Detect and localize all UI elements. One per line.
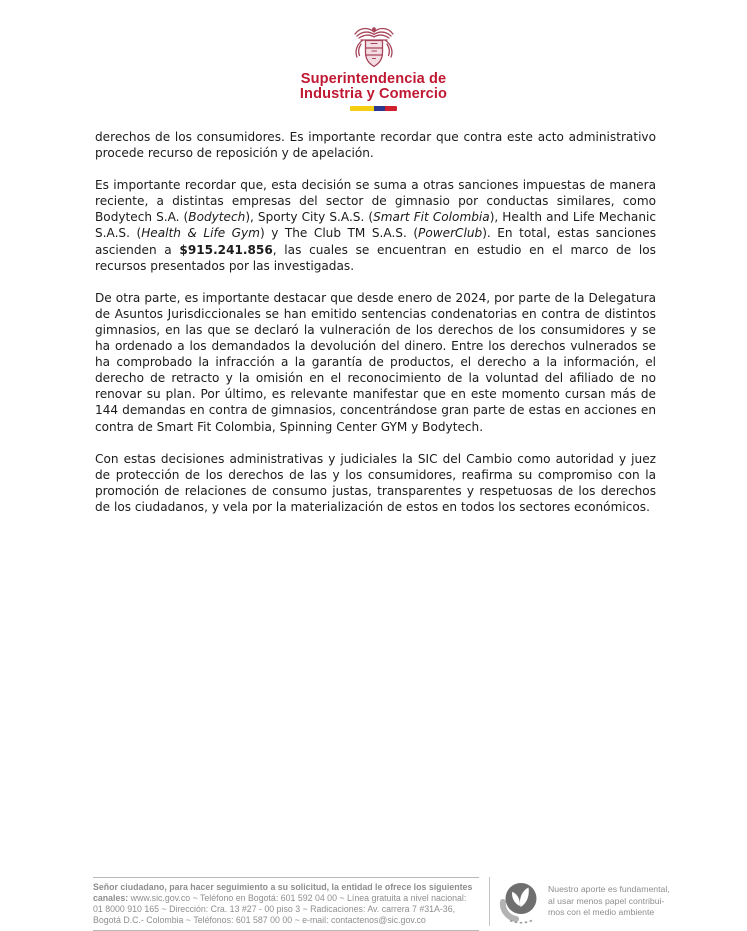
leaf-icon bbox=[499, 878, 541, 925]
flag-red-segment bbox=[385, 106, 397, 111]
flag-yellow-segment bbox=[350, 106, 374, 111]
colombia-flag-bar bbox=[350, 106, 397, 111]
footer-divider bbox=[489, 877, 490, 926]
footer-contact-line: 01 8000 910 165 ~ Dirección: Cra. 13 #27 - 00 piso 3 ~ Radicaciones: Av. carrera 7 #31A-36, bbox=[93, 903, 456, 914]
footer-eco-block bbox=[499, 878, 670, 925]
eco-message bbox=[548, 884, 670, 919]
footer-contact-line: Bogotá D.C.- Colombia ~ Teléfonos: 601 587 00 00 ~ e-mail: contactenos@sic.gov.co bbox=[93, 914, 426, 925]
body-paragraph: derechos de los consumidores. Es importante recordar que contra este acto administrativo procede recurso de reposición y de apelación. bbox=[95, 130, 656, 161]
eco-message-line: mos con el medio ambiente bbox=[548, 907, 655, 918]
body-paragraph: De otra parte, es importante destacar que desde enero de 2024, por parte de la Delegatura de Asuntos Jurisdiccionales se han emitido sentencias condenatorias en contra de distintos gimnasios, en las que se declaró la vulneración de los derechos de los consumidores y se ha ordenado a los demandados la devolución del dinero. Entre los derechos vulnerados se ha comprobado la infracción a la garantía de productos, el derecho a la información, el derecho de retracto y la omisión en el reconocimiento de la voluntad del afiliado de no renovar su plan. Por último, es relevante manifestar que en este momento cursan más de 144 demandas en contra de gimnasios, concentrándose gran parte de estas en acciones en contra de Smart Fit Colombia, Spinning Center GYM y Bodytech. bbox=[95, 290, 656, 434]
org-name-line2: Industria y Comercio bbox=[299, 86, 448, 103]
footer-contact-block bbox=[93, 877, 479, 931]
document-body bbox=[95, 129, 656, 531]
footer-contact-line: Señor ciudadano, para hacer seguimiento a su solicitud, la entidad le ofrece los siguientes bbox=[93, 881, 473, 892]
body-paragraph: Es importante recordar que, esta decisión se suma a otras sanciones impuestas de manera reciente, a distintas empresas del sector de gimnasio por conductas similares, como Bodytech S.A. (Bodytech), Sporty City S.A.S. (Smart Fit Colombia), Health and Life Mechanic S.A.S. (Health & Life Gym) y The Club TM S.A.S. (PowerClub). En total, estas sanciones ascienden a $915.241.856, las cuales se encuentran en estudio en el marco de los recursos presentados por las investigadas. bbox=[95, 178, 657, 273]
org-name-line1: Superintendencia de bbox=[300, 71, 447, 87]
colombia-coat-of-arms-icon bbox=[348, 24, 400, 70]
document-header bbox=[0, 24, 747, 111]
body-paragraph: Con estas decisiones administrativas y judiciales la SIC del Cambio como autoridad y juez de protección de los derechos de las y los consumidores, reafirma su compromiso con la promoción de relaciones de consumo justas, transparentes y respetuosas de los derechos de los ciudadanos, y vela por la materialización de estos en todos los sectores económicos. bbox=[95, 451, 656, 514]
flag-blue-segment bbox=[374, 106, 386, 111]
eco-message-line: Nuestro aporte es fundamental, bbox=[548, 884, 670, 895]
eco-message-line: al usar menos papel contribui- bbox=[548, 895, 665, 906]
footer-contact-line: canales: www.sic.gov.co ~ Teléfono en Bogotá: 601 592 04 00 ~ Línea gratuita a nivel nacional: bbox=[93, 892, 467, 903]
